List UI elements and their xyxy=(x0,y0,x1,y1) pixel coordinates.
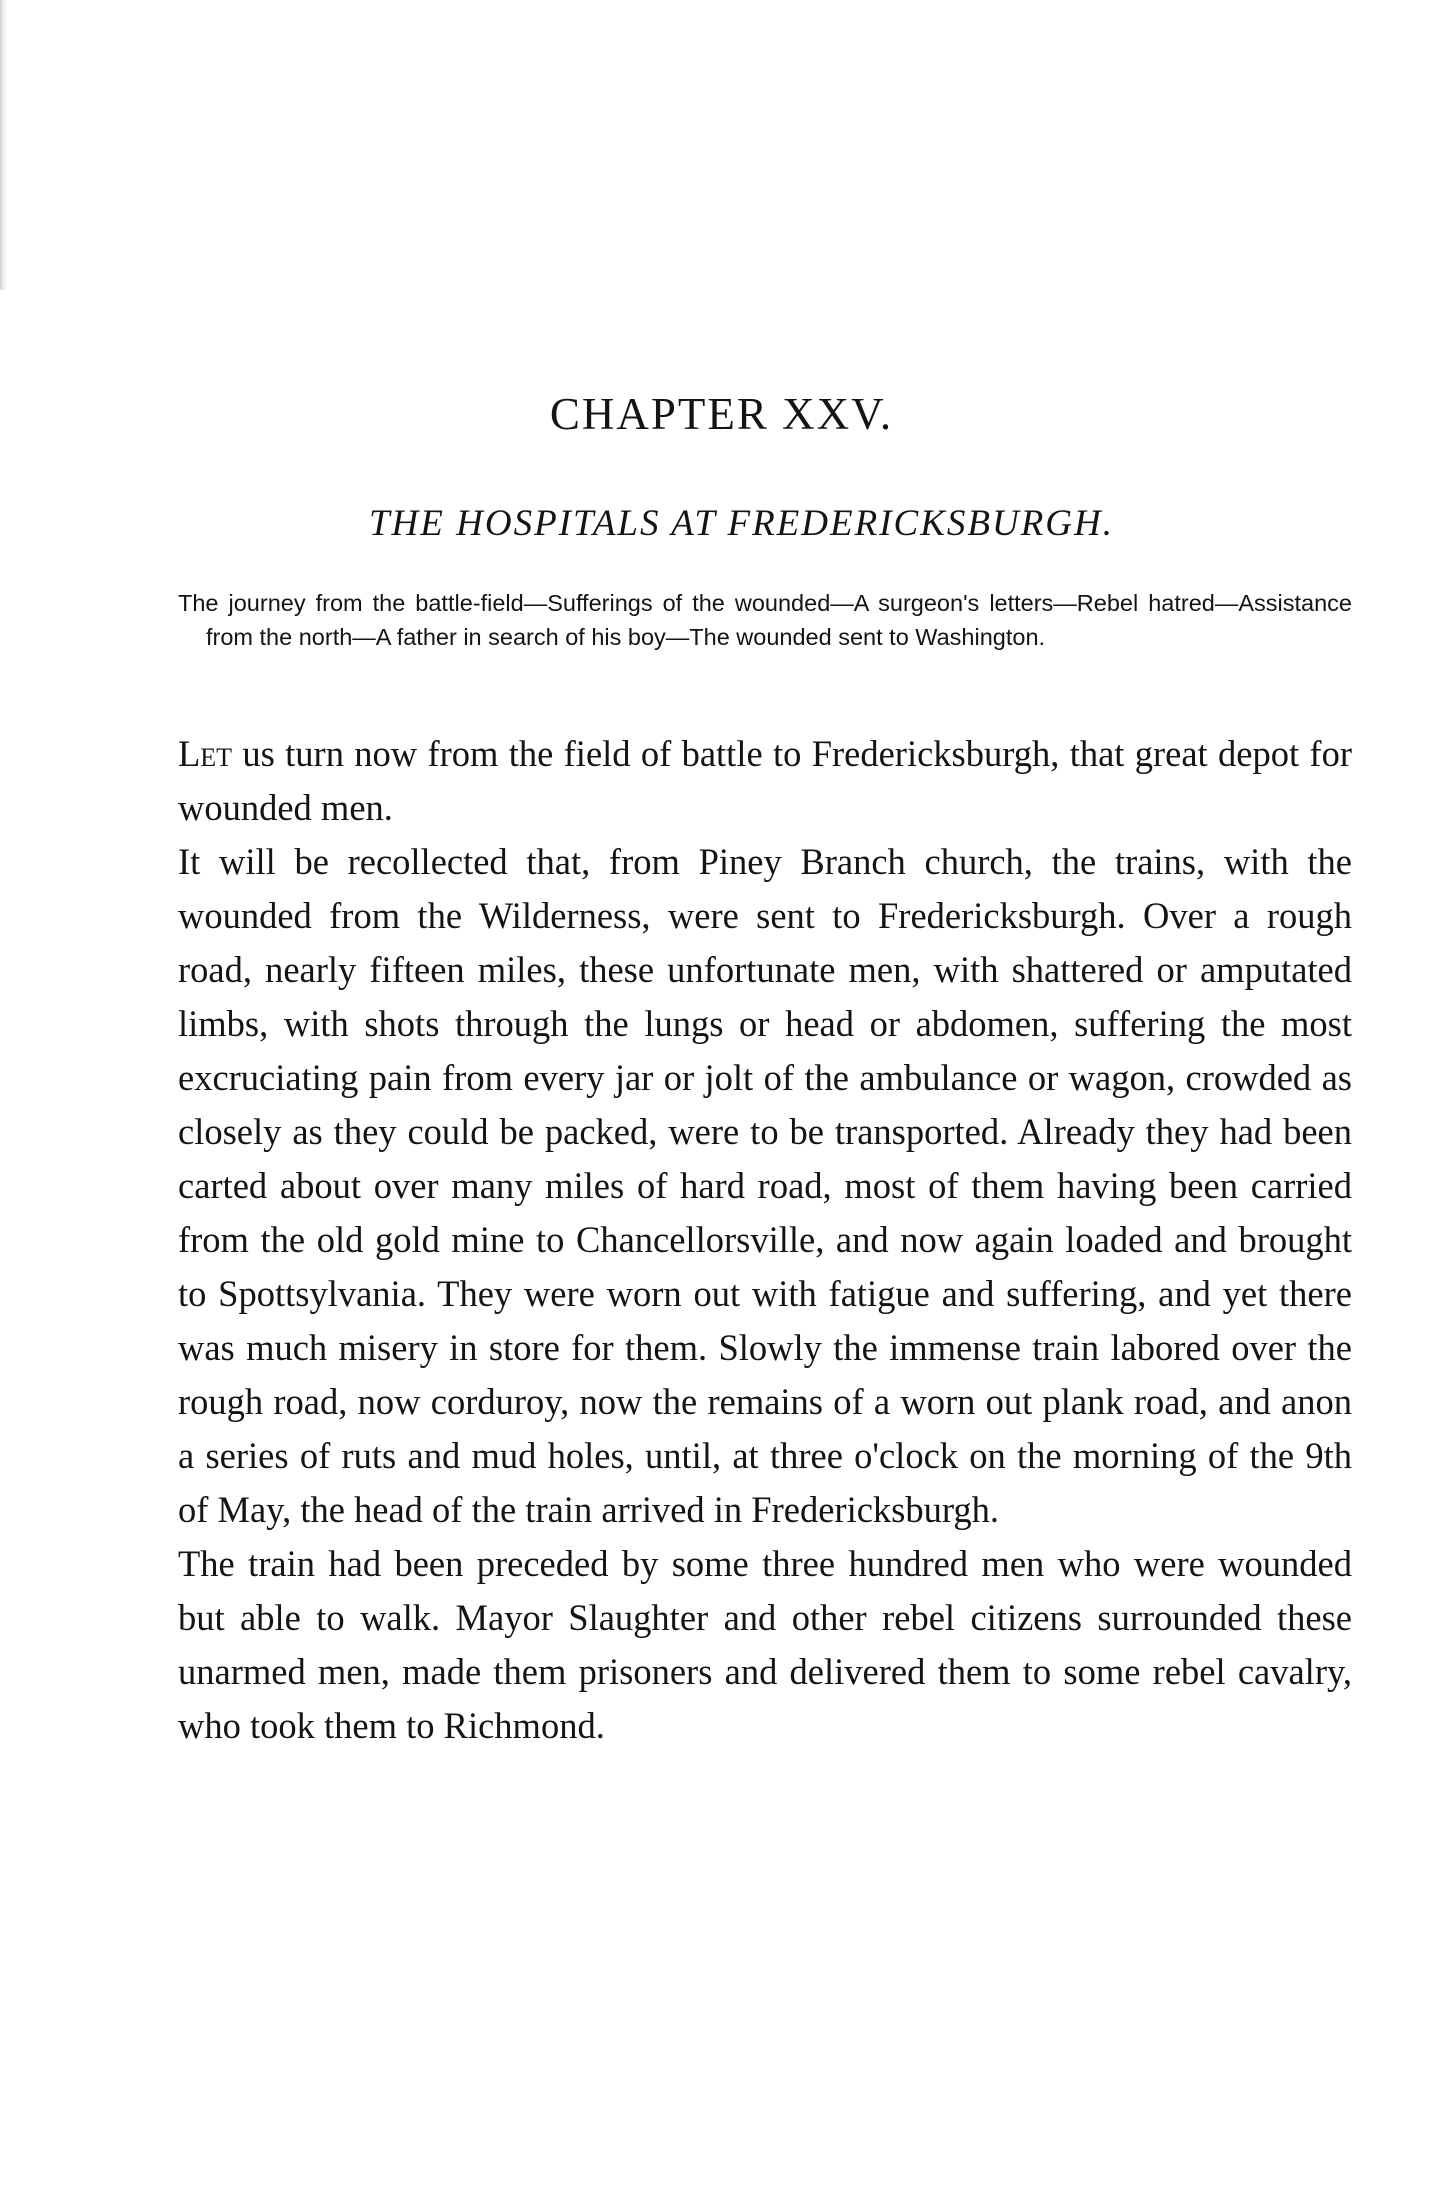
paragraph-3: The train had been preceded by some three hundred men who were wounded but able to walk. Mayor Slaughter and other rebel citizens surrounded these unarmed men, made them prisoners and delivered them to some rebel cavalry, who took them to Richmond. xyxy=(178,1543,1352,1746)
paragraph-1-lead-word: Let xyxy=(178,733,233,774)
paragraph-1 xyxy=(178,727,1352,835)
synopsis-text: The journey from the battle-field—Sufferings of the wounded—A surgeon's letters—Rebel hatred—Assistance from the north—A father in search of his boy—The wounded sent to Washington. xyxy=(178,590,1352,650)
chapter-heading: CHAPTER XXV. xyxy=(549,389,894,439)
page-edge-scan-mark xyxy=(0,0,8,290)
chapter-title: THE HOSPITALS AT FREDERICKSBURGH. xyxy=(368,503,1114,544)
paragraph-2: It will be recollected that, from Piney Branch church, the trains, with the wounded from the Wilderness, were sent to Fredericksburgh. Over a rough road, nearly fifteen miles, these unfortunate men, with shattered or amputated limbs, with shots through the lungs or head or abdomen, suffering the most excruciating pain from every jar or jolt of the ambulance or wagon, crowded as closely as they could be packed, were to be transported. Already they had been carted about over many miles of hard road, most of them having been carried from the old gold mine to Chancellorsville, and now again loaded and brought to Spottsylvania. They were worn out with fatigue and suffering, and yet there was much misery in store for them. Slowly the immense train labored over the rough road, now corduroy, now the remains of a worn out plank road, and anon a series of ruts and mud holes, until, at three o'clock on the morning of the 9th of May, the head of the train arrived in Fredericksburgh. xyxy=(178,841,1352,1530)
paragraph-1-text: us turn now from the field of battle to Fredericksburgh, that great depot for wounded men. xyxy=(178,733,1352,828)
chapter-body xyxy=(178,727,1352,1753)
chapter-synopsis xyxy=(178,586,1352,654)
